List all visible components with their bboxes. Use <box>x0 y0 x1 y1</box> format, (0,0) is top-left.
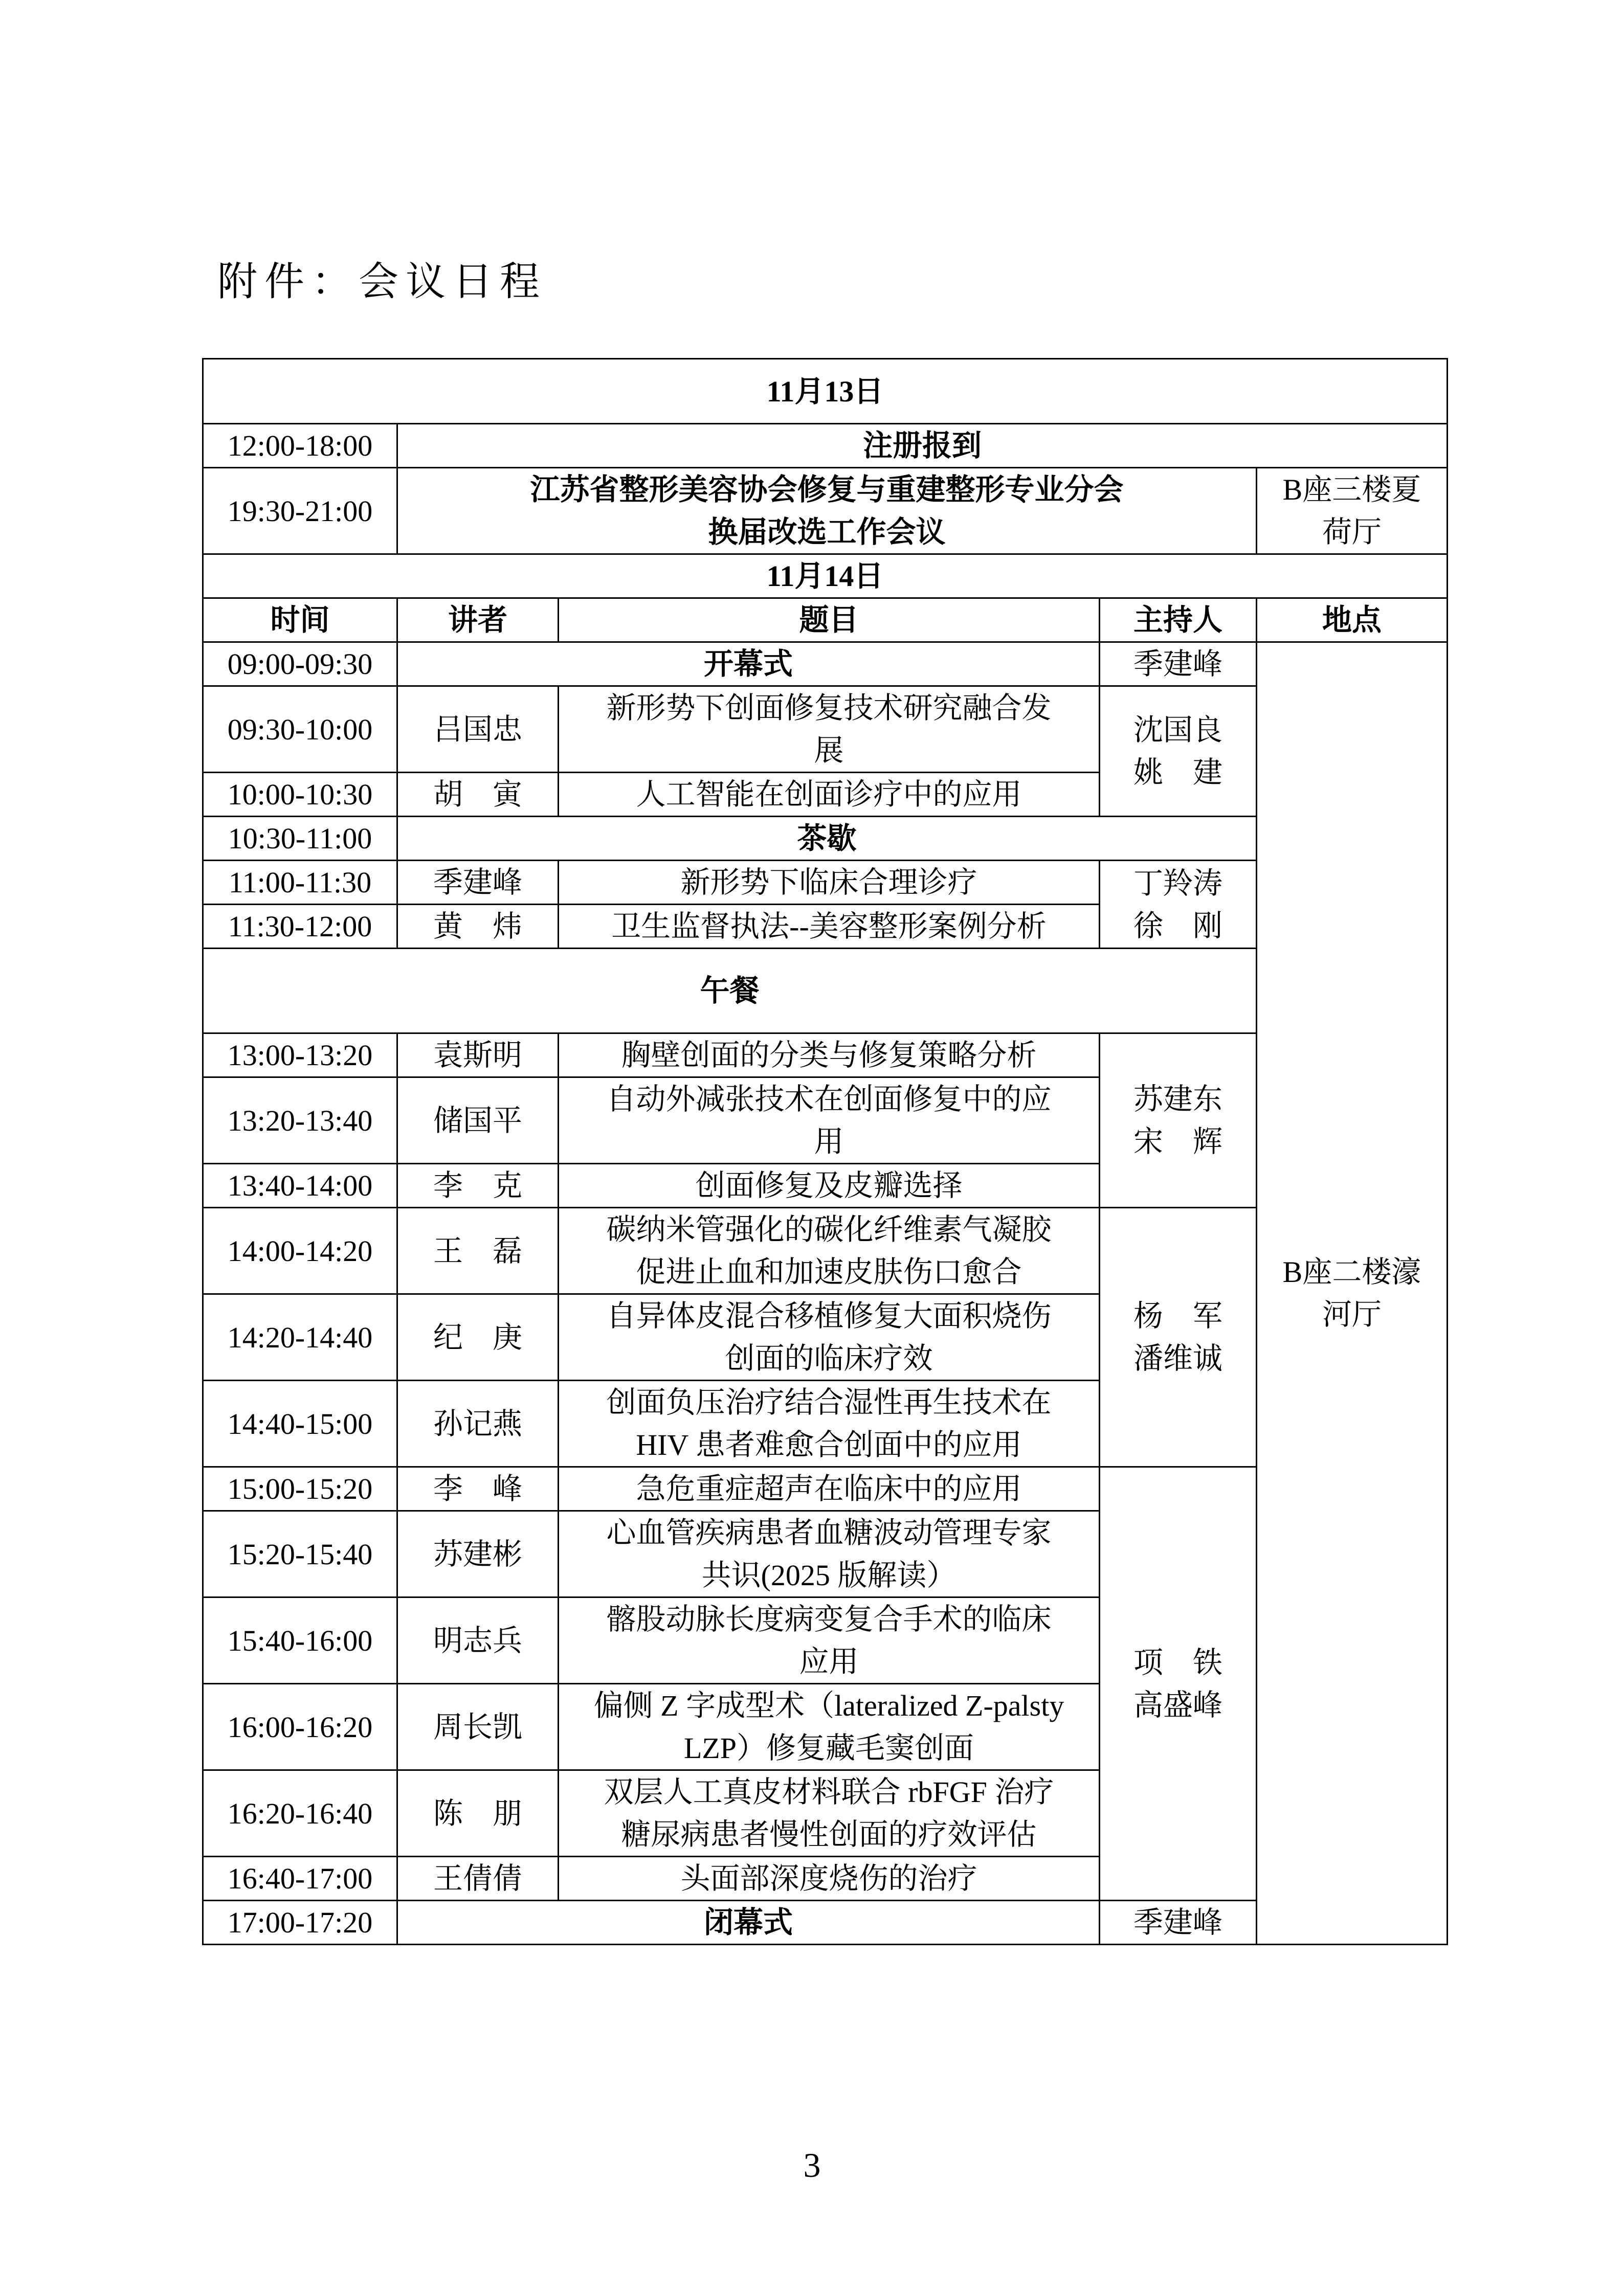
topic-cell <box>559 1684 1100 1770</box>
day2-date-row <box>203 554 1448 598</box>
time-cell: 16:40-17:00 <box>203 1857 397 1901</box>
time-cell: 16:00-16:20 <box>203 1684 397 1770</box>
event-cell: 注册报到 <box>397 424 1448 468</box>
speaker-cell: 李 克 <box>397 1164 559 1208</box>
event-cell: 闭幕式 <box>397 1901 1100 1945</box>
topic-cell <box>559 1770 1100 1857</box>
page-number: 3 <box>803 2146 821 2185</box>
time-cell: 13:40-14:00 <box>203 1164 397 1208</box>
topic-line: 碳纳米管强化的碳化纤维素气凝胶 <box>606 1213 1052 1246</box>
host-cell <box>1100 1467 1257 1901</box>
host-line: 高盛峰 <box>1133 1688 1222 1722</box>
time-cell: 16:20-16:40 <box>203 1770 397 1857</box>
location-cell <box>1257 642 1448 1945</box>
topic-line: 自动外减张技术在创面修复中的应 <box>606 1083 1052 1116</box>
time-cell: 11:30-12:00 <box>203 905 397 949</box>
host-line: 项 铁 <box>1133 1646 1222 1679</box>
table-row <box>203 424 1448 468</box>
topic-line: 创面负压治疗结合湿性再生技术在 <box>606 1386 1052 1419</box>
day2-date: 11月14日 <box>203 554 1448 598</box>
speaker-cell: 苏建彬 <box>397 1511 559 1597</box>
host-cell <box>1100 1208 1257 1467</box>
time-cell: 14:20-14:40 <box>203 1294 397 1381</box>
topic-cell: 卫生监督执法--美容整形案例分析 <box>559 905 1100 949</box>
topic-line: 糖尿病患者慢性创面的疗效评估 <box>621 1818 1037 1851</box>
topic-cell <box>559 1597 1100 1684</box>
table-row <box>203 642 1448 686</box>
speaker-cell: 王 磊 <box>397 1208 559 1294</box>
page-title: 附件：会议日程 <box>217 259 547 305</box>
header-time: 时间 <box>203 598 397 642</box>
table-row <box>203 468 1448 554</box>
time-cell: 13:00-13:20 <box>203 1033 397 1077</box>
topic-cell <box>559 1208 1100 1294</box>
time-cell: 12:00-18:00 <box>203 424 397 468</box>
host-line: 沈国良 <box>1133 713 1222 747</box>
host-cell: 季建峰 <box>1100 1901 1257 1945</box>
header-topic: 题目 <box>559 598 1100 642</box>
location-line: B座三楼夏 <box>1282 473 1421 506</box>
topic-line: 偏侧 Z 字成型术（lateralized Z-palsty <box>593 1689 1064 1722</box>
topic-cell <box>559 1294 1100 1381</box>
time-cell: 19:30-21:00 <box>203 468 397 554</box>
host-line: 杨 军 <box>1133 1299 1222 1333</box>
host-cell <box>1100 861 1257 949</box>
location-line: B座二楼濠 <box>1282 1255 1421 1289</box>
location-cell <box>1257 468 1448 554</box>
speaker-cell: 王倩倩 <box>397 1857 559 1901</box>
header-location: 地点 <box>1257 598 1448 642</box>
speaker-cell: 纪 庚 <box>397 1294 559 1381</box>
time-cell: 15:20-15:40 <box>203 1511 397 1597</box>
topic-line: HIV 患者难愈合创面中的应用 <box>636 1428 1022 1461</box>
day1-date-row <box>203 359 1448 424</box>
time-cell: 11:00-11:30 <box>203 861 397 905</box>
speaker-cell: 胡 寅 <box>397 773 559 817</box>
speaker-cell: 周长凯 <box>397 1684 559 1770</box>
topic-line: 自异体皮混合移植修复大面积烧伤 <box>606 1299 1052 1333</box>
topic-line: 新形势下创面修复技术研究融合发 <box>606 691 1052 725</box>
day1-date: 11月13日 <box>203 359 1448 424</box>
topic-cell: 创面修复及皮瓣选择 <box>559 1164 1100 1208</box>
time-cell: 09:00-09:30 <box>203 642 397 686</box>
host-cell: 季建峰 <box>1100 642 1257 686</box>
topic-line: 髂股动脉长度病变复合手术的临床 <box>606 1603 1052 1636</box>
topic-line: 促进止血和加速皮肤伤口愈合 <box>636 1255 1022 1289</box>
time-cell: 17:00-17:20 <box>203 1901 397 1945</box>
host-cell <box>1100 1033 1257 1208</box>
speaker-cell: 陈 朋 <box>397 1770 559 1857</box>
host-line: 宋 辉 <box>1133 1125 1222 1158</box>
host-line: 苏建东 <box>1133 1083 1222 1116</box>
location-line: 荷厅 <box>1322 515 1382 549</box>
host-line: 潘维诚 <box>1133 1342 1222 1375</box>
speaker-cell: 明志兵 <box>397 1597 559 1684</box>
event-line: 换届改选工作会议 <box>708 515 946 549</box>
topic-line: 展 <box>814 734 844 767</box>
time-cell: 10:00-10:30 <box>203 773 397 817</box>
time-cell: 10:30-11:00 <box>203 817 397 861</box>
speaker-cell: 储国平 <box>397 1077 559 1164</box>
host-line: 丁羚涛 <box>1133 866 1222 900</box>
event-cell: 茶歇 <box>397 817 1257 861</box>
topic-cell <box>559 686 1100 773</box>
topic-cell: 急危重症超声在临床中的应用 <box>559 1467 1100 1511</box>
time-cell: 13:20-13:40 <box>203 1077 397 1164</box>
event-cell: 午餐 <box>203 949 1257 1033</box>
header-row <box>203 598 1448 642</box>
topic-cell: 头面部深度烧伤的治疗 <box>559 1857 1100 1901</box>
topic-line: 用 <box>814 1125 844 1158</box>
speaker-cell: 孙记燕 <box>397 1381 559 1467</box>
speaker-cell: 袁斯明 <box>397 1033 559 1077</box>
location-line: 河厅 <box>1322 1298 1382 1331</box>
event-line: 江苏省整形美容协会修复与重建整形专业分会 <box>530 473 1124 506</box>
host-cell <box>1100 686 1257 817</box>
topic-line: 共识(2025 版解读） <box>701 1559 956 1592</box>
speaker-cell: 季建峰 <box>397 861 559 905</box>
header-speaker: 讲者 <box>397 598 559 642</box>
time-cell: 14:40-15:00 <box>203 1381 397 1467</box>
topic-cell <box>559 1077 1100 1164</box>
host-line: 徐 刚 <box>1133 909 1222 942</box>
event-cell <box>397 468 1257 554</box>
schedule-table <box>202 358 1448 1945</box>
topic-line: 创面的临床疗效 <box>725 1342 933 1375</box>
topic-line: 心血管疾病患者血糖波动管理专家 <box>606 1516 1052 1549</box>
topic-cell: 胸壁创面的分类与修复策略分析 <box>559 1033 1100 1077</box>
time-cell: 15:00-15:20 <box>203 1467 397 1511</box>
header-host: 主持人 <box>1100 598 1257 642</box>
event-cell: 开幕式 <box>397 642 1100 686</box>
speaker-cell: 黄 炜 <box>397 905 559 949</box>
topic-cell: 人工智能在创面诊疗中的应用 <box>559 773 1100 817</box>
speaker-cell: 吕国忠 <box>397 686 559 773</box>
time-cell: 14:00-14:20 <box>203 1208 397 1294</box>
topic-line: LZP）修复藏毛窦创面 <box>683 1731 974 1765</box>
time-cell: 09:30-10:00 <box>203 686 397 773</box>
topic-cell <box>559 1381 1100 1467</box>
topic-line: 应用 <box>799 1645 859 1678</box>
time-cell: 15:40-16:00 <box>203 1597 397 1684</box>
host-line: 姚 建 <box>1133 756 1222 789</box>
topic-cell <box>559 1511 1100 1597</box>
topic-cell: 新形势下临床合理诊疗 <box>559 861 1100 905</box>
speaker-cell: 李 峰 <box>397 1467 559 1511</box>
topic-line: 双层人工真皮材料联合 rbFGF 治疗 <box>604 1775 1054 1809</box>
